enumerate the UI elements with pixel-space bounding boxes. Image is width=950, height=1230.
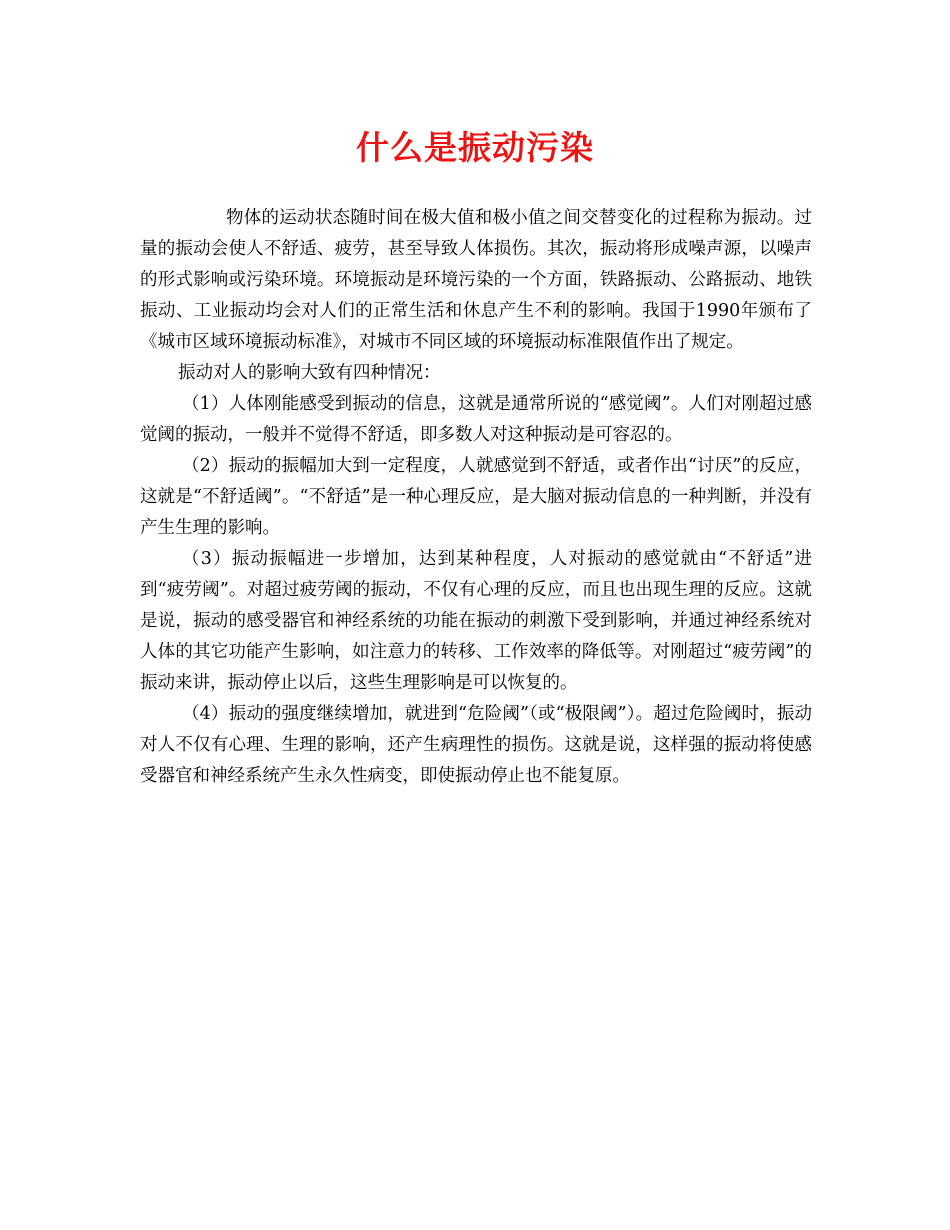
paragraph-threshold-2: （2）振动的振幅加大到一定程度，人就感觉到不舒适，或者作出“讨厌”的反应，这就是“不舒适阈”。“不舒适”是一种心理反应，是大脑对振动信息的一种判断，并没有产生生理的影响。 — [140, 456, 812, 538]
paragraph-threshold-4: （4）振动的强度继续增加，就进到“危险阈”（或“极限阈”）。超过危险阈时，振动对人不仅有心理、生理的影响，还产生病理性的损伤。这就是说，这样强的振动将使感受器官和神经系统产生永久性病变，即使振动停止也不能复原。 — [140, 704, 812, 786]
paragraph-intro: 物体的运动状态随时间在极大值和极小值之间交替变化的过程称为振动。过量的振动会使人不舒适、疲劳，甚至导致人体损伤。其次，振动将形成噪声源，以噪声的形式影响或污染环境。环境振动是环境污染的一个方面，铁路振动、公路振动、地铁振动、工业振动均会对人们的正常生活和休息产生不利的影响。我国于1990年颁布了《城市区域环境振动标准》，对城市不同区域的环境振动标准限值作出了规定。 — [140, 208, 812, 352]
paragraph-overview: 振动对人的影响大致有四种情况： — [178, 363, 441, 383]
paragraph-threshold-3: （3）振动振幅进一步增加，达到某种程度，人对振动的感觉就由“不舒适”进到“疲劳阈”。对超过疲劳阈的振动，不仅有心理的反应，而且也出现生理的反应。这就是说，振动的感受器官和神经系统的功能在振动的刺激下受到影响，并通过神经系统对人体的其它功能产生影响，如注意力的转移、工作效率的降低等。对刚超过“疲劳阈”的振动来讲，振动停止以后，这些生理影响是可以恢复的。 — [140, 549, 812, 693]
document-title: 什么是振动污染 — [356, 128, 594, 167]
paragraph-threshold-1: （1）人体刚能感受到振动的信息，这就是通常所说的“感觉阈”。人们对刚超过感觉阈的振动，一般并不觉得不舒适，即多数人对这种振动是可容忍的。 — [140, 394, 812, 445]
document-body — [140, 203, 812, 792]
